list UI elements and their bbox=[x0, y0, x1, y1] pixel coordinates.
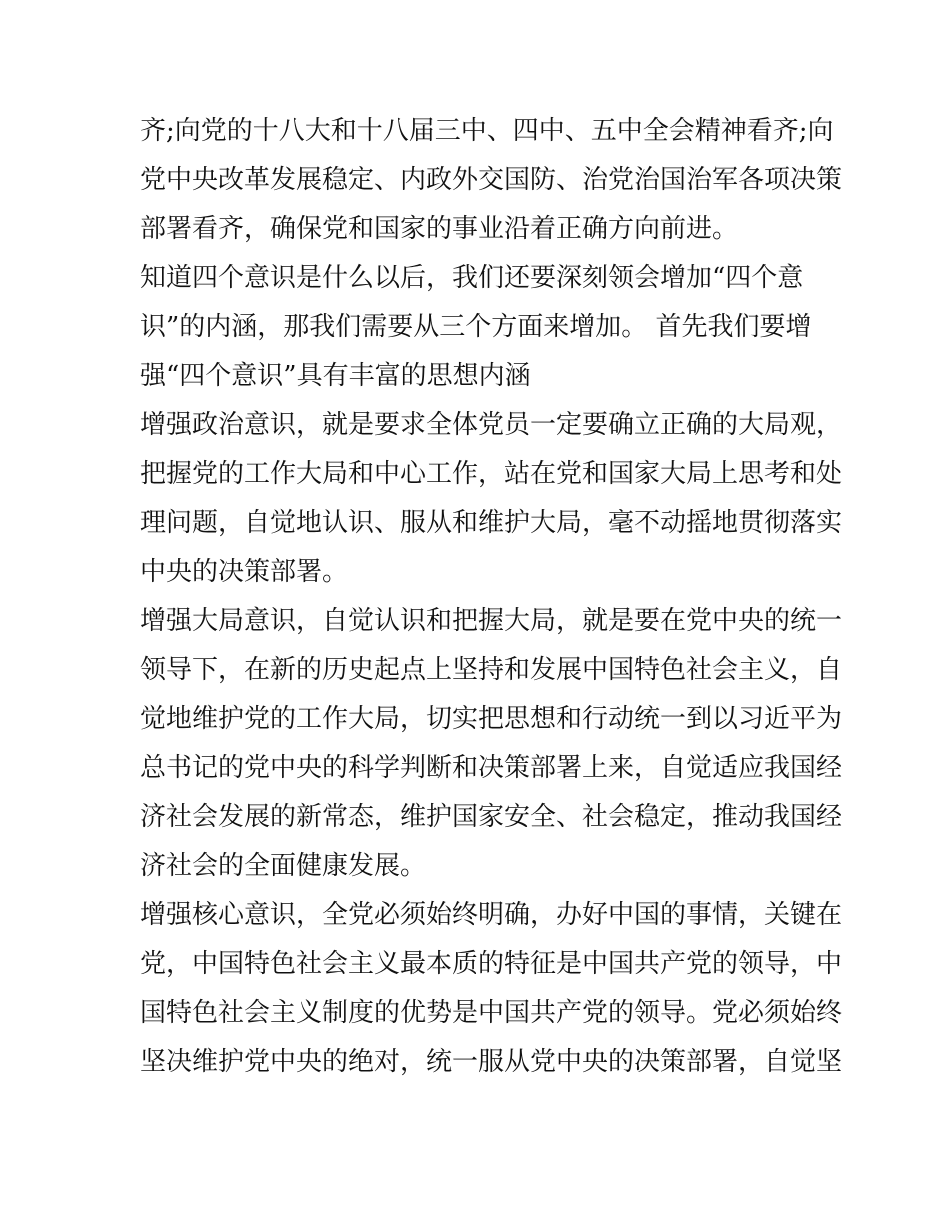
document-body bbox=[140, 107, 843, 1087]
text-line: 识”的内涵，那我们需要从三个方面来增加。 首先我们要增 bbox=[140, 312, 812, 342]
text-line: 党中央改革发展稳定、内政外交国防、治党治国治军各项决策 bbox=[140, 165, 843, 195]
paragraph-1 bbox=[140, 107, 843, 254]
text-line: 中央的决策部署。 bbox=[140, 557, 349, 587]
paragraph-5 bbox=[140, 891, 843, 1087]
text-line: 增强核心意识，全党必须始终明确，办好中国的事情，关键在 bbox=[140, 900, 843, 930]
text-line: 济社会发展的新常态，维护国家安全、社会稳定，推动我国经 bbox=[140, 802, 843, 832]
text-line: 把握党的工作大局和中心工作，站在党和国家大局上思考和处 bbox=[140, 459, 843, 489]
text-line: 知道四个意识是什么以后，我们还要深刻领会增加“四个意 bbox=[140, 263, 804, 293]
paragraph-2 bbox=[140, 254, 820, 401]
text-line: 理问题，自觉地认识、服从和维护大局，毫不动摇地贯彻落实 bbox=[140, 508, 843, 538]
text-line: 坚决维护党中央的绝对，统一服从党中央的决策部署，自觉坚 bbox=[140, 1047, 843, 1077]
text-line: 强“四个意识”具有丰富的思想内涵 bbox=[140, 361, 531, 391]
text-line: 领导下，在新的历史起点上坚持和发展中国特色社会主义，自 bbox=[140, 655, 843, 685]
text-line: 觉地维护党的工作大局，切实把思想和行动统一到以习近平为 bbox=[140, 704, 843, 734]
text-line: 增强政治意识，就是要求全体党员一定要确立正确的大局观， bbox=[140, 410, 843, 440]
text-line: 齐;向党的十八大和十八届三中、四中、五中全会精神看齐;向 bbox=[140, 116, 834, 146]
text-line: 党，中国特色社会主义最本质的特征是中国共产党的领导，中 bbox=[140, 949, 843, 979]
text-line: 总书记的党中央的科学判断和决策部署上来，自觉适应我国经 bbox=[140, 753, 843, 783]
text-line: 增强大局意识，自觉认识和把握大局，就是要在党中央的统一 bbox=[140, 606, 843, 636]
text-line: 济社会的全面健康发展。 bbox=[140, 851, 427, 881]
paragraph-3 bbox=[140, 401, 843, 597]
text-line: 国特色社会主义制度的优势是中国共产党的领导。党必须始终 bbox=[140, 998, 843, 1028]
text-line: 部署看齐，确保党和国家的事业沿着正确方向前进。 bbox=[140, 214, 739, 244]
paragraph-4 bbox=[140, 597, 843, 891]
